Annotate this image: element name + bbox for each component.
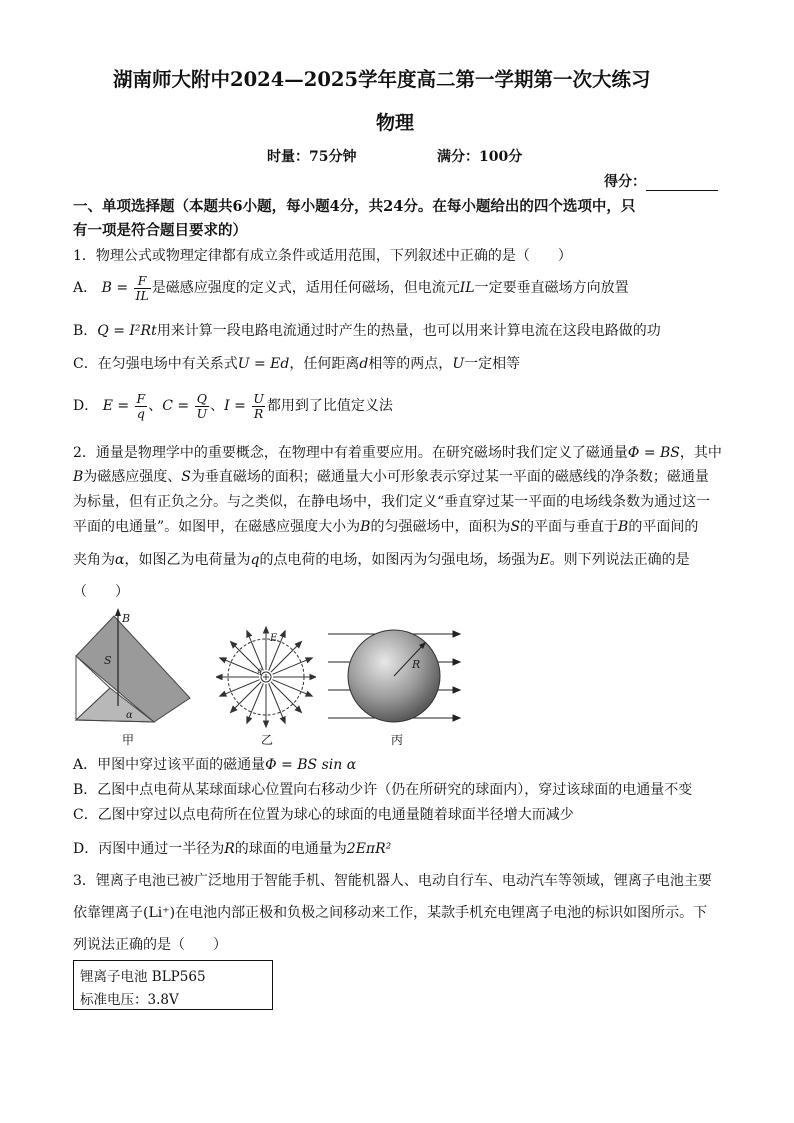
section-heading-line2: 有一项是符合题目要求的） bbox=[73, 222, 247, 239]
figure-jia-label: 甲 bbox=[122, 733, 135, 747]
q1-c-d: d bbox=[359, 356, 369, 372]
q2-q: q bbox=[250, 552, 260, 568]
q2-s: S bbox=[181, 469, 191, 485]
q3-line2 bbox=[73, 904, 707, 922]
frac-den: R bbox=[253, 405, 264, 421]
battery-label-line1: 锂离子电池 BLP565 bbox=[80, 969, 206, 985]
q2-paren: （ ） bbox=[73, 584, 129, 600]
q1-a-tail: 一定要垂直磁场方向放置 bbox=[474, 280, 629, 296]
q1-a-fraction bbox=[134, 274, 151, 303]
frac-den: U bbox=[196, 405, 208, 421]
q2-line1 bbox=[73, 444, 722, 462]
q2-line2a: 为磁感应强度、 bbox=[83, 469, 182, 485]
q3-line2b: 在电池内部正极和负极之间移动来工作，某款手机充电锂离子电池的标识如图所示。下 bbox=[175, 905, 708, 921]
score-label: 满分：100分 bbox=[437, 149, 523, 165]
q1-d-sep2: 、 bbox=[210, 398, 225, 414]
q1-d-c: C = bbox=[162, 398, 190, 414]
field-arrowhead bbox=[281, 717, 286, 724]
get-score-text: 得分： bbox=[604, 174, 646, 190]
q1-b-prefix: B． bbox=[73, 323, 98, 339]
q2-option-b: B．乙图中点电荷从某球面球心位置向右移动少许（仍在所研究的球面内），穿过该球面的电通量不变 bbox=[73, 782, 693, 798]
q2-line5c: 的点电荷的电场，如图丙为匀强电场，场强为 bbox=[259, 552, 540, 568]
figure-bing bbox=[326, 622, 466, 732]
svg-text:R: R bbox=[412, 658, 421, 671]
q2-line4c: 的平面与垂直于 bbox=[520, 519, 619, 535]
q2-d-formula: 2EπR² bbox=[346, 841, 392, 857]
q2-line4b: 的匀强磁场中，面积为 bbox=[370, 519, 511, 535]
q2-b3: B bbox=[618, 519, 629, 535]
frac-num: U bbox=[253, 390, 264, 406]
section-heading-line1: 一、单项选择题（本题共6小题，每小题4分，共24分。在每小题给出的四个选项中，只 bbox=[73, 198, 636, 215]
field-arrowhead bbox=[306, 692, 313, 697]
q1-c-u: U bbox=[452, 356, 465, 372]
q1-a-mid: 是磁感应强度的定义式，适用任何磁场，但电流元 bbox=[151, 280, 460, 296]
q1-stem: 1．物理公式或物理定律都有成立条件或适用范围，下列叙述中正确的是（ ） bbox=[73, 248, 572, 264]
q1-d-frac2 bbox=[195, 392, 210, 421]
q2-line4-text: 平面的电通量”。如图甲，在磁感应强度大小为 bbox=[73, 519, 361, 535]
field-arrowhead bbox=[310, 675, 316, 680]
q2-d-r: R bbox=[224, 841, 235, 857]
field-line bbox=[273, 659, 311, 675]
exam-title: 湖南师大附中2024—2025学年度高二第一学期第一次大练习 bbox=[113, 68, 651, 91]
field-arrowhead bbox=[264, 721, 269, 727]
q3-li: Li⁺ bbox=[148, 905, 170, 921]
frac-num: F bbox=[136, 390, 146, 406]
q3-line1: 3．锂离子电池已被广泛地用于智能手机、智能机器人、电动自行车、电动汽车等领域，锂离子电池主要 bbox=[73, 873, 712, 889]
field-line bbox=[222, 680, 260, 696]
q1-c-tail: 一定相等 bbox=[464, 356, 521, 372]
q2-option-d bbox=[73, 840, 391, 858]
q2-e: E bbox=[539, 552, 550, 568]
figure-jia bbox=[72, 608, 192, 738]
q2-alpha: α bbox=[115, 552, 125, 568]
q2-flux-def: Φ = BS bbox=[627, 445, 680, 461]
field-arrowhead bbox=[220, 658, 227, 663]
q3-line3: 列说法正确的是（ ） bbox=[73, 937, 227, 953]
battery-label-line2: 标准电压：3.8V bbox=[80, 992, 179, 1008]
q2-s2: S bbox=[510, 519, 521, 535]
field-arrowhead bbox=[220, 692, 227, 697]
q1-c-prefix: C．在匀强电场中有关系式 bbox=[73, 356, 238, 372]
field-arrowhead bbox=[281, 631, 286, 638]
field-line bbox=[273, 680, 311, 696]
q1-option-c bbox=[73, 355, 520, 373]
q1-c-mid: ，任何距离 bbox=[289, 356, 360, 372]
q2-a-formula: Φ = BS sin α bbox=[265, 757, 357, 773]
q1-d-e: E = bbox=[102, 398, 130, 414]
q1-d-sep1: 、 bbox=[148, 398, 163, 414]
q2-line1-text: 2．通量是物理学中的重要概念，在物理中有着重要应用。在研究磁场时我们定义了磁通量 bbox=[73, 445, 628, 461]
field-line bbox=[248, 633, 264, 671]
q1-d-tail: 都用到了比值定义法 bbox=[266, 398, 393, 414]
q3-line2a: 依靠锂离子 bbox=[73, 905, 143, 921]
q2-line2b: 为垂直磁场的面积；磁通量大小可形象表示穿过某一平面的磁感线的净条数；磁通量 bbox=[190, 469, 709, 485]
field-line bbox=[232, 682, 261, 711]
q2-line2 bbox=[73, 468, 709, 486]
figure-yi-label: 乙 bbox=[261, 733, 274, 747]
q2-line5 bbox=[73, 551, 690, 569]
score-blank bbox=[646, 176, 718, 191]
q2-line5a: 夹角为 bbox=[73, 552, 115, 568]
q2-b: B bbox=[73, 469, 84, 485]
svg-text:q: q bbox=[257, 666, 263, 675]
subject-title: 物理 bbox=[376, 112, 415, 134]
time-label: 时量：75分钟 bbox=[267, 149, 357, 165]
q2-line1-tail: ，其中 bbox=[679, 445, 722, 461]
q1-d-i: I = bbox=[224, 398, 246, 414]
q2-d-text: D．丙图中通过一半径为 bbox=[73, 841, 225, 857]
field-arrowhead bbox=[216, 675, 222, 680]
q1-option-d bbox=[73, 386, 393, 426]
svg-text:B: B bbox=[122, 612, 131, 625]
field-line bbox=[248, 684, 264, 722]
field-line bbox=[222, 659, 263, 675]
battery-label-box bbox=[73, 960, 273, 1010]
svg-text:S: S bbox=[104, 654, 112, 667]
svg-text:α: α bbox=[126, 710, 133, 721]
q2-line4d: 的平面间的 bbox=[628, 519, 699, 535]
q1-c-mid2: 相等的两点， bbox=[368, 356, 453, 372]
svg-text:E: E bbox=[270, 633, 278, 644]
figure-bing-label: 丙 bbox=[391, 733, 404, 747]
q2-option-c: C．乙图中穿过以点电荷所在位置为球心的球面的电通量随着球面半径增大而减少 bbox=[73, 807, 574, 823]
q1-option-a bbox=[73, 270, 629, 306]
field-arrowhead bbox=[264, 627, 269, 633]
frac-den: IL bbox=[135, 287, 149, 303]
frac-num: F bbox=[137, 272, 147, 288]
q1-option-b bbox=[73, 322, 661, 340]
q1-a-prefix: A． bbox=[73, 280, 98, 296]
q1-d-frac3 bbox=[251, 392, 266, 421]
q2-option-a bbox=[73, 756, 356, 774]
field-line bbox=[269, 684, 285, 722]
q1-d-frac1 bbox=[135, 392, 148, 421]
figure-yi bbox=[216, 622, 316, 732]
frac-num: Q bbox=[196, 390, 207, 406]
q2-line5b: ，如图乙为电荷量为 bbox=[124, 552, 251, 568]
field-arrowhead bbox=[306, 658, 313, 663]
q1-b-tail: 用来计算一段电路电流通过时产生的热量，也可以用来计算电流在这段电路做的功 bbox=[156, 323, 661, 339]
q1-d-prefix: D． bbox=[73, 398, 99, 414]
q2-d-text2: 的球面的电通量为 bbox=[234, 841, 347, 857]
q1-b-formula: Q = I²Rt bbox=[97, 323, 157, 339]
q2-a-text: A．甲图中穿过该平面的磁通量 bbox=[73, 757, 266, 773]
q1-a-lhs: B = bbox=[101, 280, 129, 296]
field-arrowhead bbox=[247, 631, 252, 638]
frac-den: q bbox=[136, 405, 145, 421]
q2-line4 bbox=[73, 518, 698, 536]
q2-b2: B bbox=[360, 519, 371, 535]
field-line bbox=[271, 643, 300, 672]
q1-a-il: IL bbox=[459, 280, 475, 296]
field-arrowhead bbox=[247, 717, 252, 724]
get-score-label bbox=[604, 173, 718, 191]
q1-c-formula: U = Ed bbox=[237, 356, 290, 372]
q2-line5d: 。则下列说法正确的是 bbox=[549, 552, 690, 568]
q2-line3: 为标量，但有正负之分。与之类似，在静电场中，我们定义“垂直穿过某一平面的电场线条数为通过这一 bbox=[73, 494, 711, 510]
q3-li-ion: (Li⁺) bbox=[143, 905, 176, 921]
field-line bbox=[271, 682, 300, 711]
